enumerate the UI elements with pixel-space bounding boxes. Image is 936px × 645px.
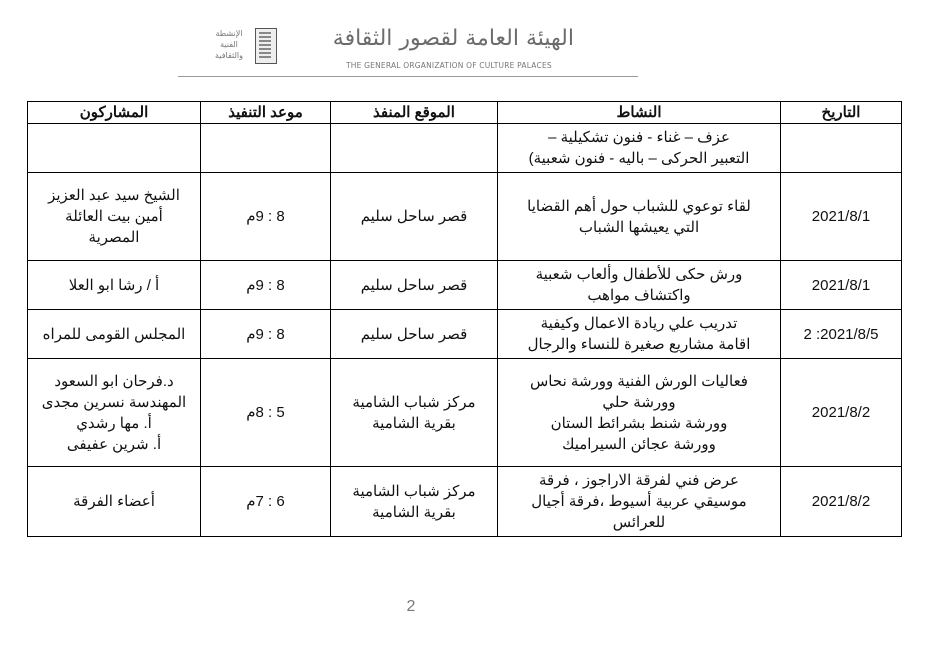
table-row <box>28 173 902 261</box>
cell-activity-line: وورشة حلي <box>602 393 676 411</box>
header-divider <box>178 76 638 77</box>
table-row <box>28 467 902 537</box>
cell-location-line: قصر ساحل سليم <box>360 208 468 225</box>
cell-activity-line: التعبير الحركى – باليه - فنون شعبية) <box>528 150 750 167</box>
cell-date: 2021/8/2 <box>781 467 902 537</box>
cell-activity <box>498 359 781 467</box>
cell-activity-line: لقاء توعوي للشباب حول أهم القضايا <box>527 197 751 215</box>
logo-arabic-title: الهيئة العامة لقصور الثقافة <box>332 26 574 51</box>
cell-location <box>331 173 498 261</box>
col-header-participants: المشاركون <box>28 102 201 124</box>
cell-activity <box>498 124 781 173</box>
cell-time: 8 : 9م <box>201 310 331 359</box>
cell-location <box>331 467 498 537</box>
cell-activity <box>498 173 781 261</box>
cell-date: 2021/8/1 <box>781 173 902 261</box>
table-row <box>28 261 902 310</box>
cell-time: 5 : 8م <box>201 359 331 467</box>
col-header-location: الموقع المنفذ <box>331 102 498 124</box>
cell-location-line: بقرية الشامية <box>372 414 456 432</box>
cell-activity <box>498 467 781 537</box>
table-row <box>28 359 902 467</box>
cell-location-line: قصر ساحل سليم <box>360 276 468 294</box>
cell-participants <box>28 124 201 173</box>
logo-side-text: الإنشطة الفنية والثقافية <box>215 29 243 60</box>
cell-participants-line: الشيخ سيد عبد العزيز <box>48 187 180 204</box>
cell-activity-line: تدريب علي ريادة الاعمال وكيفية <box>540 315 738 332</box>
document-header <box>178 22 638 80</box>
cell-activity-line: للعرائس <box>612 514 666 531</box>
col-header-activity: النشاط <box>498 102 781 124</box>
cell-location-line: مركز شباب الشامية <box>352 482 476 500</box>
cell-activity <box>498 261 781 310</box>
table-row <box>28 310 902 359</box>
cell-location-line: بقرية الشامية <box>372 503 456 521</box>
cell-participants-line: أ. مها رشدي <box>76 414 152 432</box>
cell-participants-line: أ / رشا ابو العلا <box>68 276 160 294</box>
cell-time: 8 : 9م <box>201 173 331 261</box>
cell-participants-line: المصرية <box>88 229 140 246</box>
cell-location <box>331 310 498 359</box>
cell-activity-line: موسيقي عربية أسيوط ،فرقة أجيال <box>531 493 747 510</box>
cell-location-line: قصر ساحل سليم <box>360 325 468 343</box>
cell-location-line: مركز شباب الشامية <box>352 393 476 411</box>
cell-participants-line: أعضاء الفرقة <box>73 493 155 510</box>
cell-activity-line: التي يعيشها الشباب <box>578 218 700 236</box>
cell-activity-line: واكتشاف مواهب <box>587 287 691 304</box>
table-row <box>28 124 902 173</box>
cell-activity <box>498 310 781 359</box>
cell-participants-line: أ. شرين عفيفى <box>66 435 162 453</box>
cell-activity-line: عزف – غناء - فنون تشكيلية – <box>548 129 730 146</box>
cell-participants <box>28 359 201 467</box>
cell-time: 8 : 9م <box>201 261 331 310</box>
cell-activity-line: عرض فني لفرقة الاراجوز ، فرقة <box>539 472 739 489</box>
cell-location <box>331 124 498 173</box>
cell-location <box>331 359 498 467</box>
cell-time: 6 : 7م <box>201 467 331 537</box>
cell-participants-line: المجلس القومى للمراه <box>42 325 186 343</box>
table-header-row <box>28 102 902 124</box>
cell-participants <box>28 173 201 261</box>
cell-date: 2021/8/2 <box>781 359 902 467</box>
table-body <box>28 124 902 537</box>
col-header-time: موعد التنفيذ <box>201 102 331 124</box>
logo-english-title: THE GENERAL ORGANIZATION OF CULTURE PALACES <box>346 61 552 70</box>
cell-activity-line: ورش حكى للأطفال وألعاب شعبية <box>535 266 743 283</box>
cell-participants-line: أمين بيت العائلة <box>65 208 163 225</box>
cell-participants <box>28 467 201 537</box>
cell-date <box>781 124 902 173</box>
logo-emblem-icon <box>255 28 277 64</box>
col-header-date: التاريخ <box>781 102 902 124</box>
cell-participants <box>28 261 201 310</box>
cell-date: 2021/8/1 <box>781 261 902 310</box>
cell-location <box>331 261 498 310</box>
cell-activity-line: وورشة شنط بشرائط الستان <box>550 414 728 432</box>
cell-time <box>201 124 331 173</box>
schedule-table <box>27 101 902 537</box>
cell-participants-line: د.فرحان ابو السعود <box>54 372 174 390</box>
cell-activity-line: فعاليات الورش الفنية وورشة نحاس <box>530 372 748 390</box>
cell-activity-line: وورشة عجائن السيراميك <box>562 435 716 453</box>
cell-date: 2021/8/5: 2 <box>781 310 902 359</box>
cell-participants-line: المهندسة نسرين مجدى <box>41 393 187 411</box>
cell-activity-line: اقامة مشاريع صغيرة للنساء والرجال <box>527 336 751 353</box>
page-number: 2 <box>406 598 416 615</box>
cell-participants <box>28 310 201 359</box>
